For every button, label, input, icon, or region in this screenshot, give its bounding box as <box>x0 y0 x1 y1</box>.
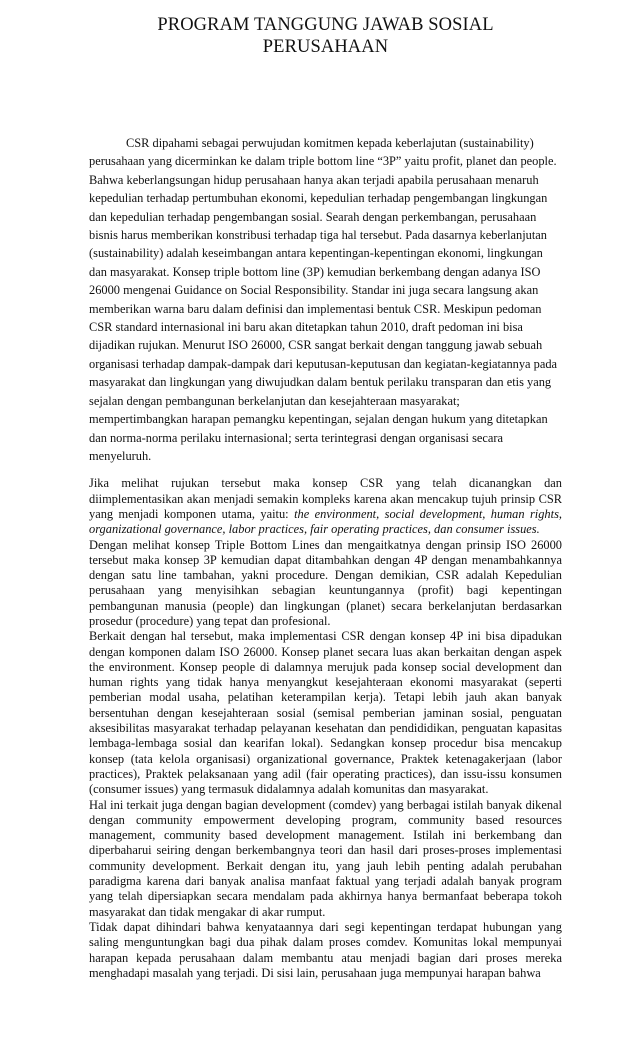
document-page <box>89 14 562 981</box>
title-line-2: PERUSAHAAN <box>262 37 389 57</box>
title-line-1: PROGRAM TANGGUNG JAWAB SOSIAL <box>157 15 494 35</box>
body-text <box>89 476 562 981</box>
paragraph-triple-bottom-lines: Dengan melihat konsep Triple Bottom Lines dan mengaitkatnya dengan prinsip ISO 26000 tersebut maka konsep 3P kemudian dapat ditambahkan dengan 4P dengan menambahkannya dengan satu line tambahan, yakni procedure. Dengan demikian, CSR adalah Kepedulian perusahaan yang menyisihkan sebagian keuntungannya (profit) bagi kepentingan pembangunan manusia (people) dan lingkungan (planet) secara berkelanjutan berdasarkan prosedur (procedure) yang tepat dan profesional. <box>89 537 562 628</box>
document-title <box>89 14 562 58</box>
paragraph-seven-principles <box>89 476 562 537</box>
intro-paragraph: CSR dipahami sebagai perwujudan komitmen kepada keberlajutan (sustainability) perusahaan yang dicerminkan ke dalam triple bottom line “3P” yaitu profit, planet dan people. Bahwa keberlangsungan hidup perusahaan hanya akan terjadi apabila perusahaan menaruh kepedulian terhadap pertumbuhan ekonomi, kepedulian terhadap pengembangan lingkungan dan kepedulian terhadap pengembangan sosial. Searah dengan perkembangan, perusahaan bisnis harus memberikan konstribusi terhadap tiga hal tersebut. Pada dasarnya keberlanjutan (sustainability) adalah keseimbangan antara kepentingan-kepentingan ekonomi, lingkungan dan masyarakat. Konsep triple bottom line (3P) kemudian berkembang dengan adanya ISO 26000 mengenai Guidance on Social Responsibility. Standar ini juga secara langsung akan memberikan warna baru dalam definisi dan implementasi bentuk CSR. Meskipun pedoman CSR standard internasional ini baru akan ditetapkan tahun 2010, draft pedoman ini bisa dijadikan rujukan. Menurut ISO 26000, CSR sangat berkait dengan tanggung jawab sebuah organisasi terhadap dampak-dampak dari keputusan-keputusan dan kegiatan-kegiatannya pada masyarakat dan lingkungan yang diwujudkan dalam bentuk perilaku transparan dan etis yang sejalan dengan pembangunan berkelanjutan dan kesejahteraan masyarakat; mempertimbangkan harapan pemangku kepentingan, sejalan dengan hukum yang ditetapkan dan norma-norma perilaku internasional; serta terintegrasi dengan organisasi secara menyeluruh. <box>89 136 558 463</box>
principles-list: the environment, social development, human rights, organizational governance, labor practices, fair operating practices, dan consumer issues. <box>89 506 562 537</box>
paragraph-comdev: Hal ini terkait juga dengan bagian development (comdev) yang berbagai istilah banyak dikenal dengan community empowerment developing program, community based resources management, community based development management. Istilah ini berkembang dan diperbaharui seiring dengan berkembangnya teori dan hasil dari proses-proses implementasi community development. Berkait dengan itu, yang jauh lebih penting adalah perubahan paradigma karena dari banyak analisa manfaat faktual yang terjadi adalah banyak program yang telah dipersiapkan secara mendalam pada akhirnya hanya bermanfaat beberapa tokoh masyarakat dan tidak mengakar di akar rumput. <box>89 797 562 919</box>
paragraph-4p-implementation: Berkait dengan hal tersebut, maka implementasi CSR dengan konsep 4P ini bisa dipadukan dengan komponen dalam ISO 26000. Konsep planet secara luas akan berkaitan dengan aspek the environment. Konsep people di dalamnya merujuk pada konsep social development dan human rights yang tidak hanya menyangkut kesejahteraan ekonomi masyarakat (seperti pemberian modal usaha, pelatihan keterampilan kerja). Tetapi lebih jauh akan banyak bersentuhan dengan kesejahteraan sosial (semisal pemberian jaminan sosial, penguatan aksesibilitas masyarakat terhadap pelayanan kesehatan dan pendididikan, penguatan kapasitas lembaga-lembaga sosial dan kearifan lokal). Sedangkan konsep procedur bisa mencakup konsep (tata kelola organisasi) organizational governance, Praktek ketenagakerjaan (labor practices), Praktek pelaksanaan yang adil (fair operating practices), dan issu-issu konsumen (consumer issues) yang termasuk didalamnya adalah komunitas dan masyarakat. <box>89 629 562 797</box>
paragraph-mutual-benefit: Tidak dapat dihindari bahwa kenyataannya dari segi kepentingan terdapat hubungan yang saling menguntungkan bagi dua pihak dalam proses comdev. Komunitas lokal mempunyai harapan kepada perusahaan dalam membantu atau menjadi bagian dari proses mereka menghadapi masalah yang terjadi. Di sisi lain, perusahaan juga mempunyai harapan bahwa <box>89 919 562 980</box>
paragraph-seven-principles-text: Jika melihat rujukan tersebut maka konsep CSR yang telah dicanangkan dan diimplementasikan akan menjadi semakin kompleks karena akan mencakup tujuh prinsip CSR yang menjadi komponen utama, yaitu: <box>89 476 562 521</box>
